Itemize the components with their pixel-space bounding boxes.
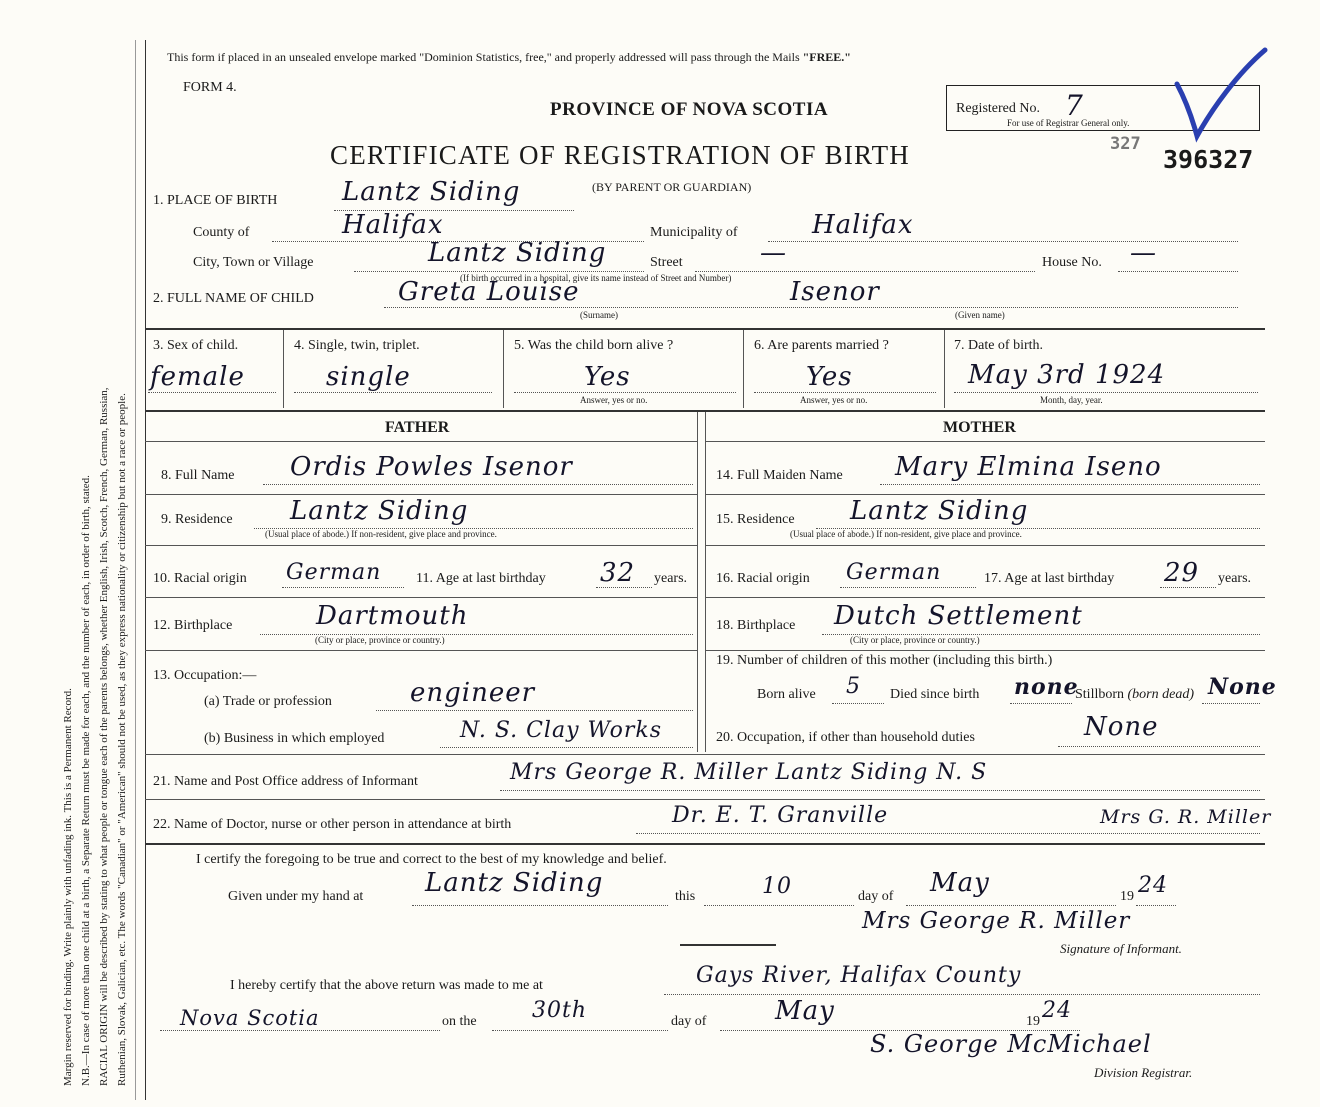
occupation-label: 13. Occupation:—: [153, 668, 257, 683]
registered-value: 7: [1065, 89, 1084, 122]
registrar-province-value: Nova Scotia: [180, 1006, 320, 1030]
father-birthplace-label: 12. Birthplace: [153, 618, 233, 633]
father-age-unit: years.: [654, 571, 688, 586]
dob-note: Month, day, year.: [1040, 395, 1103, 405]
father-residence-value: Lantz Siding: [290, 496, 469, 526]
mother-residence-label: 15. Residence: [716, 512, 795, 527]
mother-occupation-value: None: [1084, 712, 1159, 742]
died-since-birth-value: none: [1014, 674, 1079, 700]
mother-birthplace-note: (City or place, province or country.): [850, 635, 980, 645]
informant-signature-label: Signature of Informant.: [1060, 941, 1182, 956]
city-label: City, Town or Village: [193, 255, 314, 270]
father-name-value: Ordis Powles Isenor: [290, 452, 573, 482]
registrar-signature-label: Division Registrar.: [1094, 1065, 1193, 1080]
registrar-month-value: May: [775, 996, 835, 1026]
municipality-label: Municipality of: [650, 225, 738, 240]
registered-box: [946, 85, 1260, 131]
sex-value: female: [150, 362, 245, 392]
mother-residence-value: Lantz Siding: [850, 496, 1029, 526]
father-racial-label: 10. Racial origin: [153, 571, 247, 586]
mother-occupation-label: 20. Occupation, if other than household duties: [716, 730, 975, 745]
parents-married-value: Yes: [806, 362, 853, 392]
doctor-extra-value: Mrs G. R. Miller: [1100, 806, 1272, 828]
parents-married-label: 6. Are parents married ?: [754, 338, 889, 353]
registrar-day-of-label: day of: [671, 1014, 707, 1029]
mother-heading: MOTHER: [943, 419, 1016, 436]
given-place-value: Lantz Siding: [425, 868, 604, 898]
mother-residence-note: (Usual place of abode.) If non-resident, give place and province.: [790, 529, 1022, 539]
certificate-title: CERTIFICATE OF REGISTRATION OF BIRTH: [330, 140, 910, 170]
registrar-statement: I hereby certify that the above return was made to me at: [230, 978, 543, 993]
registrar-year-prefix: 19: [1026, 1014, 1040, 1029]
certify-month-value: May: [930, 868, 990, 898]
sex-label: 3. Sex of child.: [153, 338, 239, 353]
plurality-label: 4. Single, twin, triplet.: [294, 338, 420, 353]
surname-note: (Surname): [580, 310, 618, 320]
dob-value: May 3rd 1924: [968, 360, 1166, 390]
stillborn-value: None: [1208, 674, 1277, 700]
province-heading: PROVINCE OF NOVA SCOTIA: [550, 99, 829, 120]
given-name-note: (Given name): [955, 310, 1005, 320]
registered-label: Registered No.: [956, 101, 1040, 116]
checkmark-icon: [1167, 44, 1277, 144]
house-number-label: House No.: [1042, 255, 1102, 270]
trade-label: (a) Trade or profession: [204, 694, 332, 709]
informant-signature: Mrs George R. Miller: [862, 908, 1131, 934]
mailing-notice: This form if placed in an unsealed envelope marked "Dominion Statistics, free," and properly addressed will pass through the Mails "FREE.": [167, 50, 851, 64]
born-alive-count-value: 5: [846, 674, 861, 699]
mother-birthplace-value: Dutch Settlement: [834, 601, 1083, 631]
mother-age-value: 29: [1164, 558, 1200, 588]
informant-label: 21. Name and Post Office address of Informant: [153, 774, 418, 789]
died-since-birth-label: Died since birth: [890, 687, 980, 702]
day-of-label: day of: [858, 889, 894, 904]
father-racial-value: German: [286, 560, 382, 585]
margin-line-4: Ruthenian, Slovak, Galician, etc. The words "Canadian" or "American" should not be used, as they express nationality or citizenship but not a race or people.: [116, 393, 128, 1086]
registrar-note: For use of Registrar General only.: [1007, 118, 1130, 128]
mother-age-label: 17. Age at last birthday: [984, 571, 1115, 586]
stillborn-label: Stillborn (born dead): [1075, 687, 1195, 702]
plurality-value: single: [326, 362, 411, 392]
certificate-subtitle: (BY PARENT OR GUARDIAN): [592, 180, 752, 194]
mother-name-label: 14. Full Maiden Name: [716, 468, 843, 483]
registrar-place-value: Gays River, Halifax County: [696, 963, 1022, 988]
father-age-label: 11. Age at last birthday: [416, 571, 546, 586]
mother-age-unit: years.: [1218, 571, 1252, 586]
mother-birthplace-label: 18. Birthplace: [716, 618, 796, 633]
county-label: County of: [193, 225, 250, 240]
child-surname: Isenor: [790, 277, 880, 307]
father-residence-note: (Usual place of abode.) If non-resident, give place and province.: [265, 529, 497, 539]
house-number-value: —: [1130, 238, 1157, 268]
father-birthplace-value: Dartmouth: [316, 601, 469, 631]
father-age-value: 32: [600, 558, 636, 588]
trade-value: engineer: [410, 678, 536, 708]
father-residence-label: 9. Residence: [161, 512, 233, 527]
stamp-number: 396327: [1163, 145, 1254, 174]
place-of-birth-label: 1. PLACE OF BIRTH: [153, 193, 278, 208]
given-under-hand-label: Given under my hand at: [228, 889, 364, 904]
street-label: Street: [650, 255, 683, 270]
mother-racial-value: German: [846, 560, 942, 585]
registrar-signature: S. George McMichael: [870, 1030, 1152, 1058]
doctor-label: 22. Name of Doctor, nurse or other person in attendance at birth: [153, 817, 512, 832]
certify-statement: I certify the foregoing to be true and correct to the best of my knowledge and belief.: [196, 852, 667, 867]
mother-racial-label: 16. Racial origin: [716, 571, 810, 586]
certify-year-value: 24: [1138, 873, 1168, 898]
child-given-name: Greta Louise: [398, 277, 580, 307]
father-name-label: 8. Full Name: [161, 468, 235, 483]
margin-line-3: RACIAL ORIGIN will be described by stating to what people or tongue each of the parents belongs, whether English, Irish, Scotch, French, German, Russian,: [98, 387, 110, 1086]
child-name-label: 2. FULL NAME OF CHILD: [153, 291, 314, 306]
born-alive-note: Answer, yes or no.: [580, 395, 648, 405]
mother-name-value: Mary Elmina Iseno: [895, 452, 1162, 482]
parents-married-note: Answer, yes or no.: [800, 395, 868, 405]
municipality-value: Halifax: [812, 210, 914, 240]
on-the-label: on the: [442, 1014, 477, 1029]
city-value: Lantz Siding: [428, 238, 607, 268]
county-value: Halifax: [342, 210, 444, 240]
hospital-note: (If birth occurred in a hospital, give its name instead of Street and Number): [460, 273, 732, 283]
children-count-label: 19. Number of children of this mother (including this birth.): [716, 653, 1053, 668]
registrar-day-value: 30th: [532, 998, 588, 1023]
margin-line-2: N.B.—In case of more than one child at a birth, a Separate Return must be made for each, and the number of each, in order of birth, stated.: [80, 475, 92, 1086]
form-number: FORM 4.: [183, 80, 237, 95]
business-label: (b) Business in which employed: [204, 731, 385, 746]
binding-fold-line: [135, 40, 136, 1100]
born-alive-count-label: Born alive: [757, 687, 816, 702]
dob-label: 7. Date of birth.: [954, 338, 1044, 353]
stamp-small-number: 327: [1110, 134, 1141, 154]
registrar-year-value: 24: [1042, 998, 1072, 1023]
margin-line-1: Margin reserved for binding. Write plainly with unfading ink. This is a Permanent Record.: [62, 688, 74, 1086]
form-left-border: [145, 40, 146, 1100]
street-value: —: [760, 238, 787, 268]
father-birthplace-note: (City or place, province or country.): [315, 635, 445, 645]
certify-day-value: 10: [762, 874, 792, 899]
born-alive-label: 5. Was the child born alive ?: [514, 338, 674, 353]
informant-value: Mrs George R. Miller Lantz Siding N. S: [510, 760, 988, 785]
born-alive-value: Yes: [584, 362, 631, 392]
father-heading: FATHER: [385, 419, 450, 436]
doctor-value: Dr. E. T. Granville: [672, 803, 889, 828]
place-of-birth-value: Lantz Siding: [342, 177, 521, 207]
certify-year-prefix: 19: [1120, 889, 1134, 904]
this-label: this: [675, 889, 696, 904]
business-value: N. S. Clay Works: [460, 718, 663, 743]
